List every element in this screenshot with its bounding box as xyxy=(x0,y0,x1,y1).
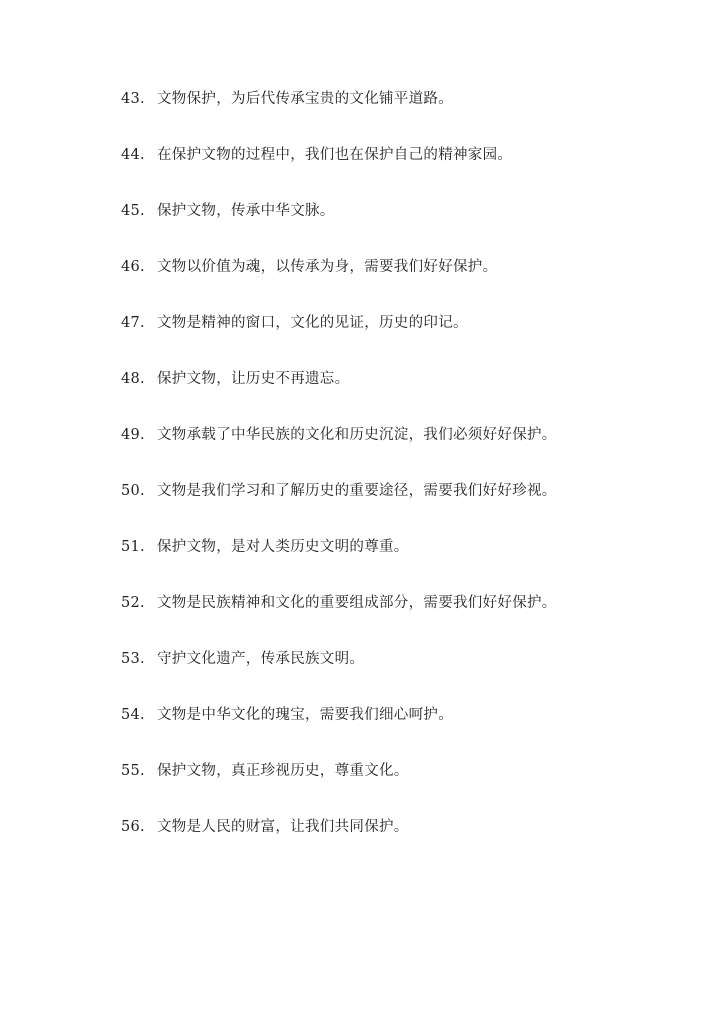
list-item xyxy=(121,590,557,646)
item-number: 48. xyxy=(121,371,145,387)
item-number: 45. xyxy=(121,203,145,219)
item-text: 文物是我们学习和了解历史的重要途径，需要我们好好珍视。 xyxy=(157,483,557,499)
item-number: 53. xyxy=(121,651,145,667)
item-number: 46. xyxy=(121,259,145,275)
list-item xyxy=(121,702,557,758)
list-item xyxy=(121,478,557,534)
item-number: 55. xyxy=(121,763,145,779)
list-item xyxy=(121,254,557,310)
item-text: 保护文物，是对人类历史文明的尊重。 xyxy=(157,539,409,555)
item-text: 守护文化遗产，传承民族文明。 xyxy=(157,651,365,667)
item-text: 文物以价值为魂，以传承为身，需要我们好好保护。 xyxy=(157,259,498,275)
item-text: 文物承载了中华民族的文化和历史沉淀，我们必须好好保护。 xyxy=(157,427,557,443)
item-text: 保护文物，传承中华文脉。 xyxy=(157,203,335,219)
item-text: 文物是民族精神和文化的重要组成部分，需要我们好好保护。 xyxy=(157,595,557,611)
item-text: 保护文物，让历史不再遗忘。 xyxy=(157,371,350,387)
item-text: 文物是精神的窗口，文化的见证，历史的印记。 xyxy=(157,315,468,331)
item-number: 44. xyxy=(121,147,145,163)
list-item xyxy=(121,758,557,814)
list-item xyxy=(121,422,557,478)
item-text: 保护文物，真正珍视历史，尊重文化。 xyxy=(157,763,409,779)
list-item xyxy=(121,534,557,590)
list-item xyxy=(121,814,557,870)
item-number: 51. xyxy=(121,539,145,555)
list-item xyxy=(121,86,557,142)
list-item xyxy=(121,310,557,366)
item-number: 43. xyxy=(121,91,145,107)
item-text: 文物保护，为后代传承宝贵的文化铺平道路。 xyxy=(157,91,453,107)
item-text: 文物是人民的财富，让我们共同保护。 xyxy=(157,819,409,835)
item-number: 50. xyxy=(121,483,145,499)
list-item xyxy=(121,646,557,702)
list-item xyxy=(121,198,557,254)
item-number: 54. xyxy=(121,707,145,723)
list-item xyxy=(121,142,557,198)
item-number: 56. xyxy=(121,819,145,835)
item-text: 文物是中华文化的瑰宝，需要我们细心呵护。 xyxy=(157,707,453,723)
item-text: 在保护文物的过程中，我们也在保护自己的精神家园。 xyxy=(157,147,513,163)
slogan-list xyxy=(121,86,557,870)
item-number: 52. xyxy=(121,595,145,611)
item-number: 47. xyxy=(121,315,145,331)
list-item xyxy=(121,366,557,422)
item-number: 49. xyxy=(121,427,145,443)
